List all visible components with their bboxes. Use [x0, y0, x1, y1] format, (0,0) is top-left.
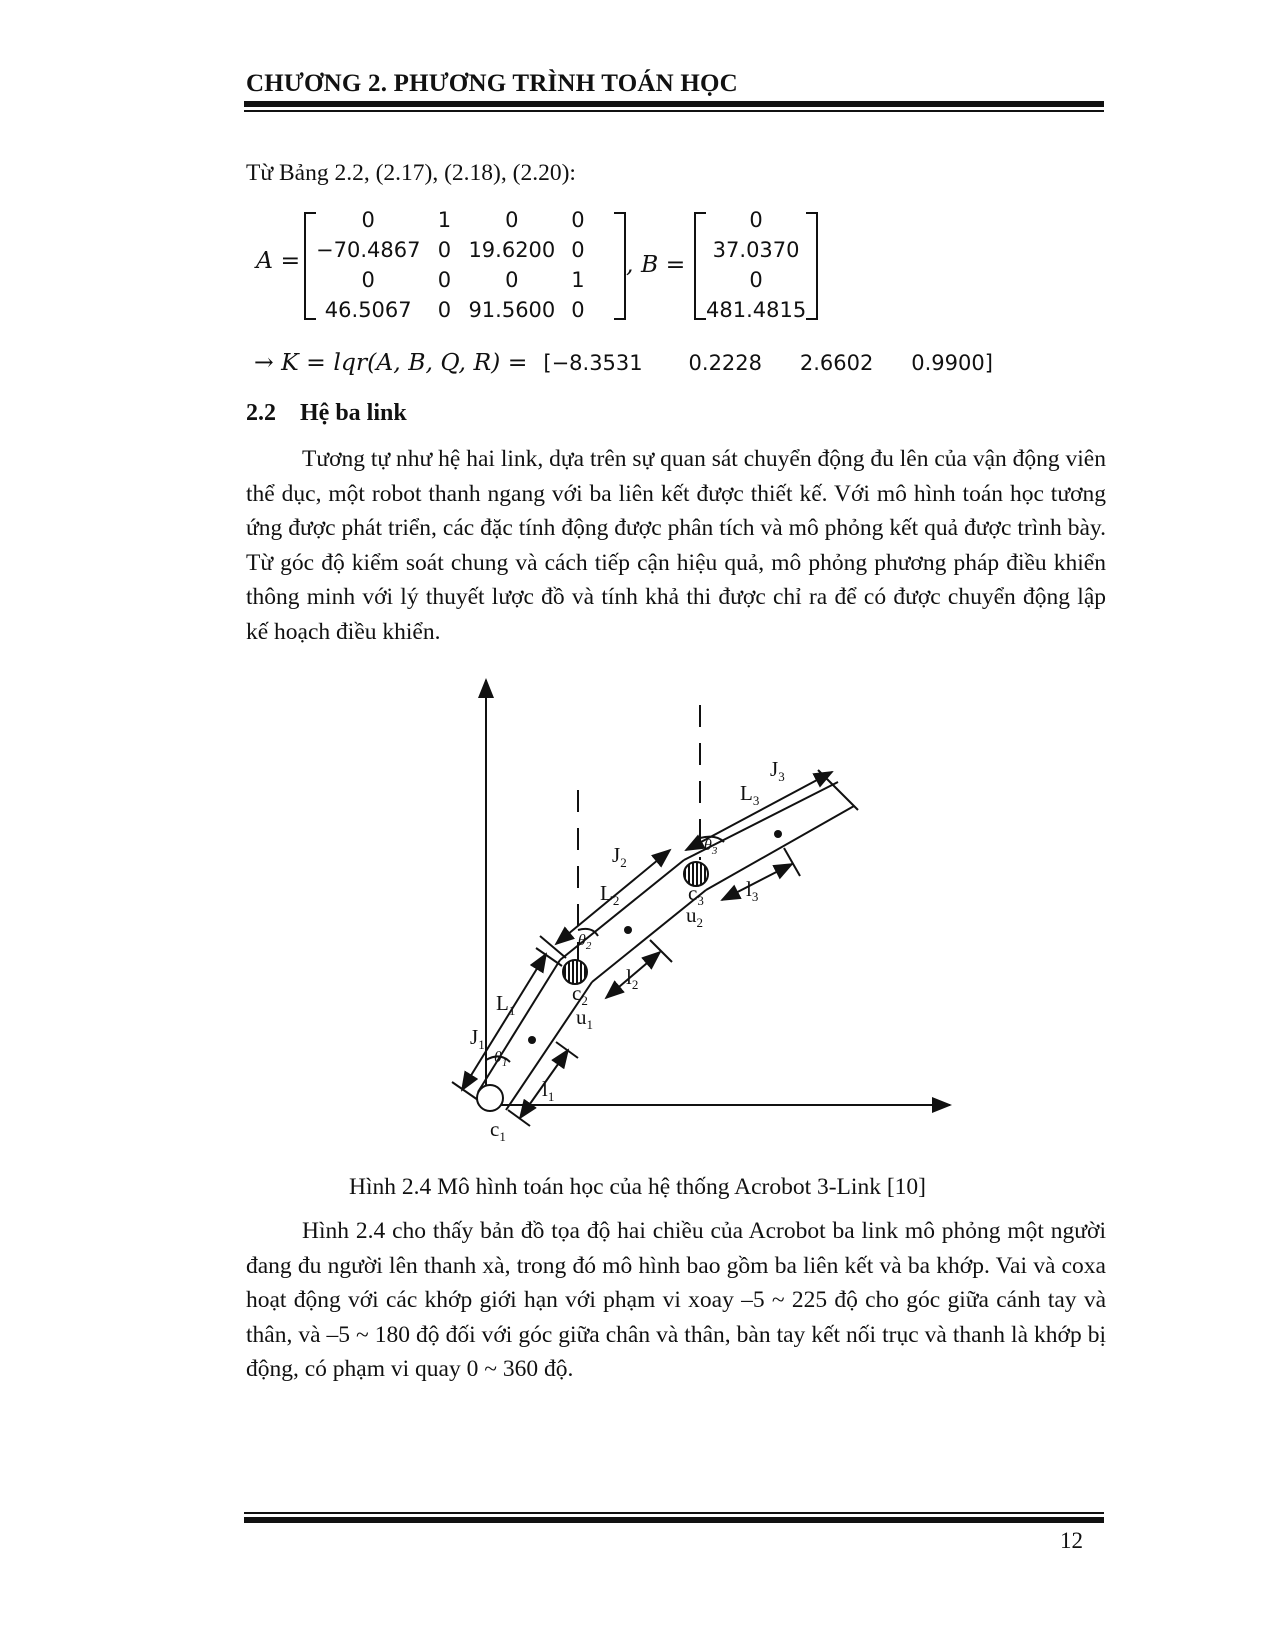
matrix-a-cell: 0: [437, 238, 452, 262]
label-c1: $c_1$: [490, 1117, 506, 1144]
label-c2: $c_2$: [572, 981, 588, 1008]
k-value: 2.6602: [799, 351, 874, 375]
intro-line: Từ Bảng 2.2, (2.17), (2.18), (2.20):: [246, 160, 576, 186]
chapter-header: CHƯƠNG 2. PHƯƠNG TRÌNH TOÁN HỌC: [246, 70, 738, 97]
matrix-a-cell: −70.4867: [316, 238, 421, 262]
paragraph-1: Tương tự như hệ hai link, dựa trên sự quan sát chuyển động đu lên của vận động viên thể dục, một robot thanh ngang với ba liên kết được thiết kế. Với mô hình toán học tương ứng được phát triển, các đặc tính động được phân tích và mô phỏng kết quả được trình bày. Từ góc độ kiểm soát chung và cách tiếp cận hiệu quả, mô phỏng phương pháp điều khiển thông minh với lý thuyết lược đồ và tính khả thi được chỉ ra để có được chuyển động lập kế hoạch điều khiển.: [246, 446, 1106, 645]
matrix-a-cell: 0: [437, 268, 452, 292]
footer-rule-thick: [244, 1517, 1104, 1523]
footer-rule-thin: [244, 1512, 1104, 1514]
label-u1: $u_1$: [576, 1005, 593, 1032]
matrix-a-cell: 0: [571, 298, 585, 322]
label-c3: $c_3$: [688, 881, 704, 908]
matrix-a-cell: 0: [437, 298, 452, 322]
l1-tick: [556, 1042, 578, 1058]
label-J3: $J_3$: [770, 757, 785, 784]
link-1-edge: [478, 960, 560, 1092]
k-equation-lhs: → K = lqr(A, B, Q, R) =: [254, 348, 528, 376]
label-J1: $J_1$: [470, 1025, 485, 1052]
paragraph-2: Hình 2.4 cho thấy bản đồ tọa độ hai chiều của Acrobot ba link mô phỏng một người đang đu người lên thanh xà, trong đó mô hình bao gồm ba liên kết và ba khớp. Vai và coxa hoạt động với các khớp giới hạn với phạm vi xoay –5 ~ 225 độ cho góc giữa cánh tay và thân, và –5 ~ 180 độ đối với góc giữa chân và thân, bàn tay kết nối trục và thanh là khớp bị động, có phạm vi quay 0 ~ 360 độ.: [246, 1218, 1106, 1383]
label-theta1: $\theta_1$: [494, 1049, 508, 1069]
label-l2: $l_2$: [626, 965, 639, 992]
com-dot-2: [624, 926, 632, 934]
matrix-a-cell: 46.5067: [324, 298, 412, 322]
link-3-edge: [706, 806, 854, 890]
label-L2: $L_2$: [600, 881, 620, 908]
matrix-b-cell: 37.0370: [712, 238, 800, 262]
label-l3: $l_3$: [746, 877, 759, 904]
matrix-a-cell: 1: [571, 268, 585, 292]
matrix-a-cell: 91.5600: [468, 298, 556, 322]
matrix-a-label: A =: [256, 246, 301, 274]
k-value: 0.9900]: [911, 351, 993, 375]
label-L1: $L_1$: [496, 991, 516, 1018]
label-u2: $u_2$: [686, 903, 703, 930]
section-title: Hệ ba link: [300, 400, 407, 426]
com-dot-3: [774, 830, 782, 838]
com-dot-1: [528, 1036, 536, 1044]
label-theta3: $\theta_3$: [704, 837, 718, 857]
matrix-a-cell: 0: [571, 208, 585, 232]
matrix-a-cell: 0: [361, 268, 375, 292]
label-l1: $l_1$: [542, 1077, 555, 1104]
l3-tick: [784, 848, 800, 876]
matrix-b-cell: 481.4815: [706, 298, 807, 322]
matrix-a-cell: 0: [571, 238, 585, 262]
matrix-a-cell: 0: [361, 208, 375, 232]
joint-c1: [477, 1085, 503, 1111]
l1-tick: [508, 1110, 530, 1126]
label-L3: $L_3$: [740, 781, 760, 808]
matrix-b-label: , B =: [626, 250, 686, 278]
matrix-b-cell: 0: [749, 208, 763, 232]
label-J2: $J_2$: [612, 843, 627, 870]
k-value: [−8.3531: [543, 351, 643, 375]
section-number: 2.2: [246, 400, 276, 426]
matrix-b-cell: 0: [749, 268, 763, 292]
matrix-a-cell: 19.6200: [468, 238, 556, 262]
label-theta2: $\theta_2$: [578, 932, 592, 952]
k-value: 0.2228: [688, 351, 763, 375]
matrix-a-cell: 1: [437, 208, 452, 232]
matrix-a-cell: 0: [505, 268, 519, 292]
page-number: 12: [1060, 1528, 1083, 1553]
figure-caption: Hình 2.4 Mô hình toán học của hệ thống Acrobot 3-Link [10]: [349, 1174, 926, 1200]
matrix-a-cell: 0: [505, 208, 519, 232]
